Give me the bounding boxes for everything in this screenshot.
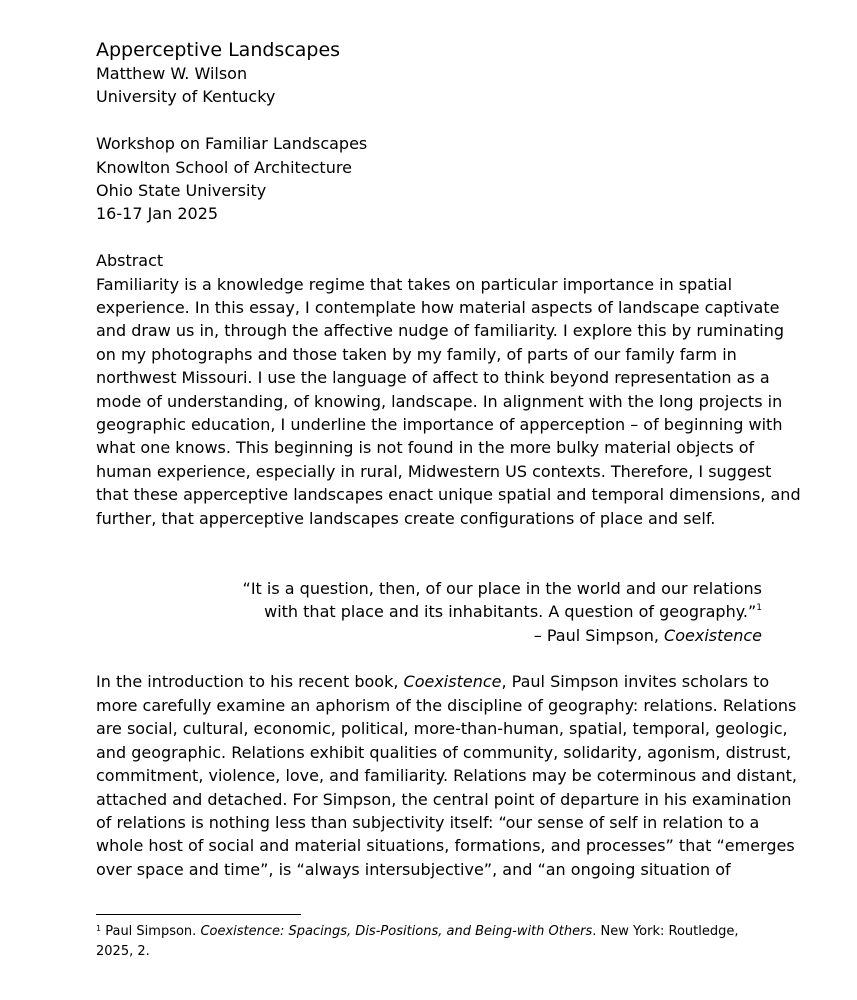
body-line-1-pre: In the introduction to his recent book,	[96, 672, 404, 692]
event-dates: 16-17 Jan 2025	[96, 204, 219, 224]
abstract-line: northwest Missouri. I use the language of affect to think beyond representation as a	[96, 368, 770, 388]
paper-title: Apperceptive Landscapes	[96, 39, 341, 61]
footnote-separator	[96, 914, 301, 915]
event-school: Knowlton School of Architecture	[96, 157, 352, 177]
body-line: of relations is nothing less than subjectivity itself: “our sense of self in relation to a	[96, 812, 760, 832]
footnote-post: . New York: Routledge,	[592, 924, 739, 939]
epigraph-attribution	[96, 624, 762, 647]
abstract-line: experience. In this essay, I contemplate how material aspects of landscape captivate	[96, 298, 780, 318]
footnote	[96, 922, 762, 961]
body-line: more carefully examine an aphorism of the discipline of geography: relations. Relations	[96, 695, 797, 715]
page-content	[96, 38, 801, 881]
body-line: commitment, violence, love, and familiarity. Relations may be coterminous and distant,	[96, 766, 797, 786]
footnote-title: Coexistence: Spacings, Dis-Positions, and Being-with Others	[200, 924, 593, 939]
abstract-line: human experience, especially in rural, Midwestern US contexts. Therefore, I suggest	[96, 461, 772, 481]
body-line: attached and detached. For Simpson, the central point of departure in his examination	[96, 789, 792, 809]
abstract-line: that these apperceptive landscapes enact unique spatial and temporal dimensions, and	[96, 485, 801, 505]
body-line: whole host of social and material situations, formations, and processes” that “emerges	[96, 836, 795, 856]
abstract-line: on my photographs and those taken by my family, of parts of our family farm in	[96, 344, 737, 364]
abstract-text	[96, 273, 801, 530]
epigraph-line-2-text: with that place and its inhabitants. A question of geography.”	[264, 602, 757, 622]
abstract-line: Familiarity is a knowledge regime that takes on particular importance in spatial	[96, 274, 733, 294]
attribution-author: – Paul Simpson,	[533, 625, 665, 645]
book-title: Coexistence	[403, 672, 502, 692]
body-line	[96, 670, 770, 693]
body-line: are social, cultural, economic, political, more-than-human, spatial, temporal, geologic,	[96, 719, 788, 739]
abstract-line: and draw us in, through the affective nudge of familiarity. I explore this by ruminating	[96, 321, 785, 341]
abstract-line: what one knows. This beginning is not found in the more bulky material objects of	[96, 438, 755, 458]
footnote-mark: 1	[96, 924, 102, 933]
epigraph	[96, 577, 762, 647]
body-line: and geographic. Relations exhibit qualities of community, solidarity, agonism, distrust,	[96, 742, 792, 762]
body-paragraph	[96, 670, 797, 881]
event-university: Ohio State University	[96, 181, 267, 201]
abstract-line: mode of understanding, of knowing, landscape. In alignment with the long projects in	[96, 391, 783, 411]
footnote-line-1	[96, 922, 762, 942]
attribution-work: Coexistence	[664, 625, 762, 645]
abstract-line: geographic education, I underline the importance of apperception – of beginning with	[96, 415, 783, 435]
abstract-line: further, that apperceptive landscapes create configurations of place and self.	[96, 508, 716, 528]
footnote-pre: Paul Simpson.	[101, 924, 201, 939]
footnote-reference[interactable]: 1	[756, 602, 762, 613]
epigraph-line-2	[96, 600, 762, 623]
author-affiliation: University of Kentucky	[96, 87, 276, 107]
body-line: over space and time”, is “always intersubjective”, and “an ongoing situation of	[96, 859, 731, 879]
footnote-line-2: 2025, 2.	[96, 944, 150, 959]
body-line-1-post: , Paul Simpson invites scholars to	[501, 672, 770, 692]
event-name: Workshop on Familiar Landscapes	[96, 134, 368, 154]
abstract-heading: Abstract	[96, 251, 164, 271]
author-name: Matthew W. Wilson	[96, 64, 248, 83]
epigraph-line-1: “It is a question, then, of our place in the world and our relations	[242, 578, 762, 598]
